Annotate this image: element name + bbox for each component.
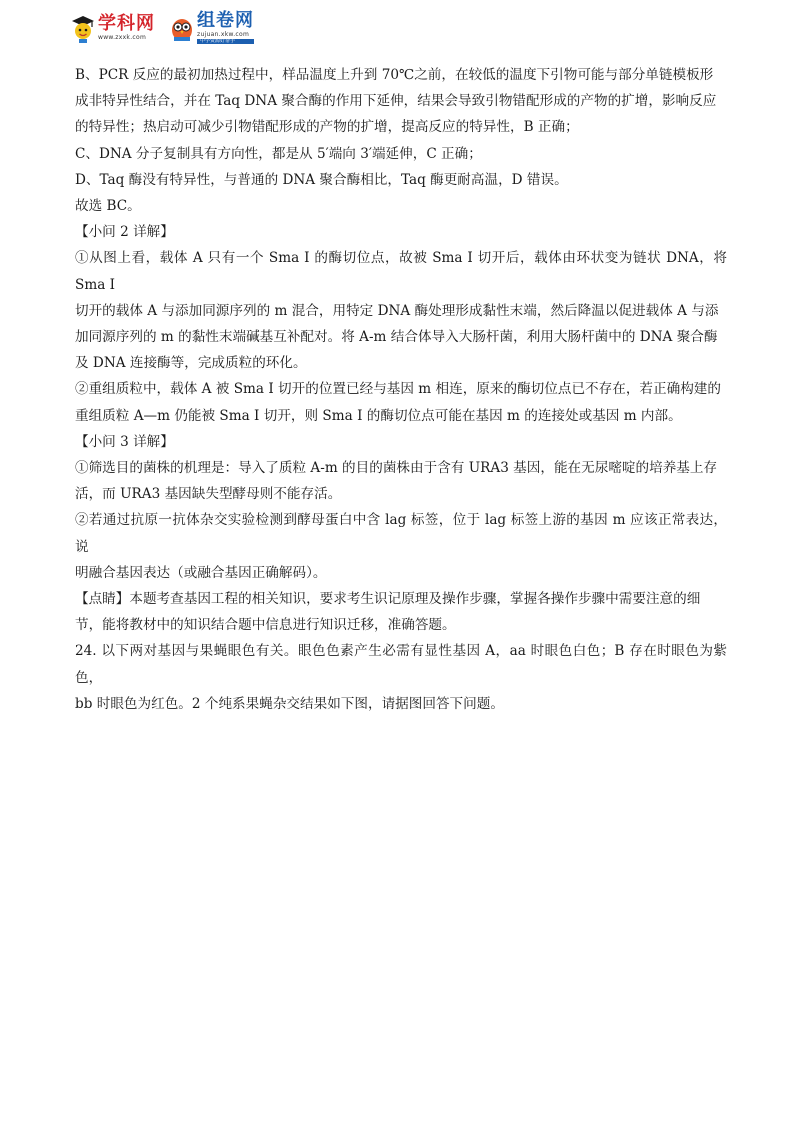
- zujuanwang-logo: [169, 12, 254, 44]
- logo-url: zujuan.xkw.com: [197, 31, 250, 38]
- section-heading: 【小问 3 详解】: [75, 433, 174, 450]
- text-line: D、Taq 酶没有特异性，与普通的 DNA 聚合酶相比，Taq 酶更耐高温，D 错误。: [75, 171, 568, 188]
- text-line: 的特异性；热启动可减少引物错配形成的产物的扩增，提高反应的特异性，B 正确；: [75, 119, 579, 136]
- text-line: ②若通过抗原一抗体杂交实验检测到酵母蛋白中含 lag 标签，位于 lag 标签上游的基因 m 应该正常表达，说: [75, 512, 727, 555]
- text-line: 节，能将教材中的知识结合题中信息进行知识迁移，准确答题。: [75, 617, 456, 634]
- question-text: 24. 以下两对基因与果蝇眼色有关。眼色色素产生必需有显性基因 A，aa 时眼色白色；B 存在时眼色为紫色，: [75, 643, 727, 686]
- text-line: 成非特异性结合，并在 Taq DNA 聚合酶的作用下延伸，结果会导致引物错配形成的产物的扩增，影响反应: [75, 93, 717, 110]
- text-line: ①从图上看，载体 A 只有一个 Sma I 的酶切位点，故被 Sma I 切开后，载体由环状变为链状 DNA，将 Sma I: [75, 250, 727, 293]
- logo-url: www.zxxk.com: [98, 34, 147, 41]
- text-line: B、PCR 反应的最初加热过程中，样品温度上升到 70℃之前，在较低的温度下引物可能与部分单链模板形: [75, 67, 714, 83]
- xuekewang-logo: [70, 13, 155, 43]
- header-logos: [70, 8, 268, 48]
- logo-tagline: 中学资源好帮手: [197, 39, 254, 44]
- text-line: C、DNA 分子复制具有方向性，都是从 5′端向 3′端延伸，C 正确；: [75, 145, 482, 162]
- graduate-mascot-icon: [70, 13, 96, 43]
- owl-mascot-icon: [169, 13, 195, 43]
- text-line: 切开的载体 A 与添加同源序列的 m 混合，用特定 DNA 酶处理形成黏性末端，然后降温以促进载体 A 与添: [75, 302, 719, 319]
- section-heading: 【小问 2 详解】: [75, 224, 174, 241]
- text-line: 加同源序列的 m 的黏性末端碱基互补配对。将 A-m 结合体导入大肠杆菌，利用大肠杆菌中的 DNA 聚合酶: [75, 329, 718, 346]
- text-line: 及 DNA 连接酶等，完成质粒的环化。: [75, 355, 307, 372]
- text-line: 【点睛】本题考查基因工程的相关知识，要求考生识记原理及操作步骤，掌握各操作步骤中需要注意的细: [75, 591, 701, 608]
- text-line: 重组质粒 A—m 仍能被 Sma I 切开，则 Sma I 的酶切位点可能在基因 m 的连接处或基因 m 内部。: [75, 407, 682, 424]
- document-body: [75, 62, 727, 717]
- logo-name: 组卷网: [197, 10, 254, 31]
- text-line: 故选 BC。: [75, 198, 141, 215]
- text-line: 活，而 URA3 基因缺失型酵母则不能存活。: [75, 486, 342, 503]
- question-text: bb 时眼色为红色。2 个纯系果蝇杂交结果如下图，请据图回答下问题。: [75, 695, 504, 712]
- text-line: 明融合基因表达（或融合基因正确解码）。: [75, 564, 327, 581]
- logo-name: 学科网: [98, 13, 155, 34]
- text-line: ②重组质粒中，载体 A 被 Sma I 切开的位置已经与基因 m 相连，原来的酶切位点已不存在，若正确构建的: [75, 381, 721, 398]
- text-line: ①筛选目的菌株的机理是：导入了质粒 A-m 的目的菌株由于含有 URA3 基因，能在无尿嘧啶的培养基上存: [75, 460, 718, 477]
